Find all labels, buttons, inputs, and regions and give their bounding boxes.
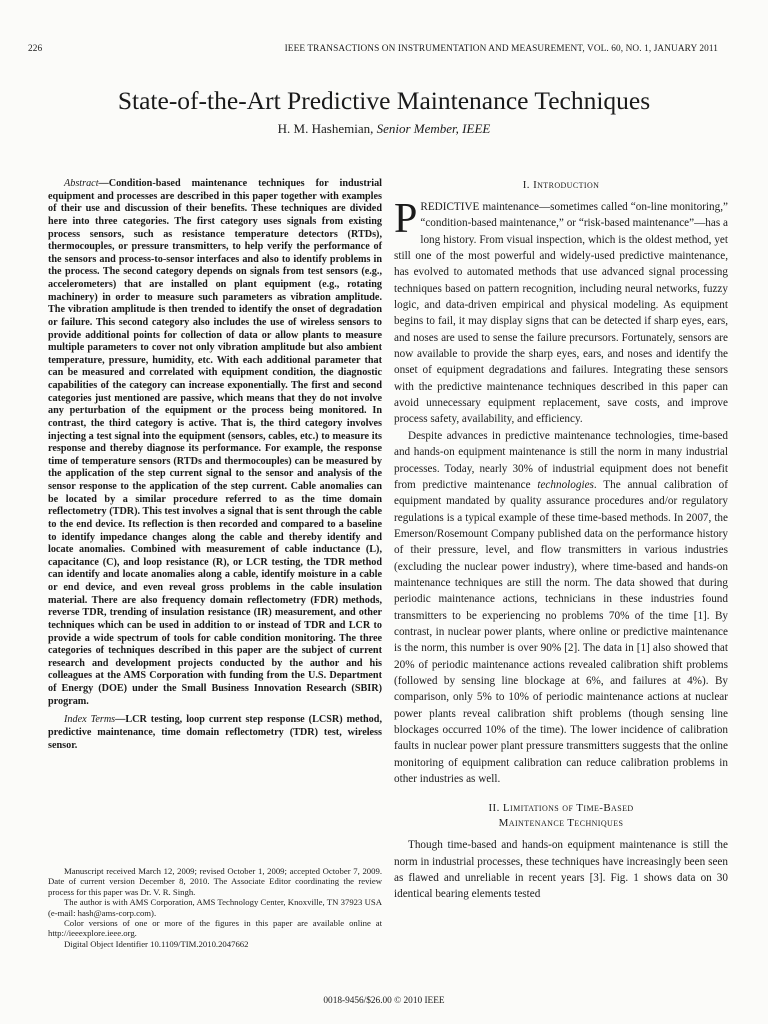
abstract: [48, 178, 382, 708]
intro-paragraph-2-text-b: . The annual calibration of equipment mandated by quality assurance procedures and/or regulatory regulations is a typical example of these time-based methods. In 2007, the Emerson/Rosemount Company published data on the performance history of their pressure, level, and flow transmitters in various industries (excluding the nuclear power industry), where time-based and hands-on maintenance techniques are still the norm. The data showed that during periodic maintenance actions, technicians in these industries found transmitters to be experiencing no problems 70% of the time [1]. By contrast, in nuclear power plants, where online or predictive maintenance is the norm, this number is over 90% [2]. The data in [1] also showed that 20% of periodic maintenance actions revealed calibration shift problems (followed by sensing line blockage at 6%, and failures at 4%). By comparison, only 5% to 10% of periodic maintenance actions at nuclear power plants reveal calibration shift problems (though sensing line blockages occurred 10% of the time). The lower incidence of calibration faults in nuclear power plant pressure transmitters suggests that the online monitoring of equipment calibration can reduce calibration problems in other industries as well.: [394, 478, 728, 786]
drop-cap: P: [394, 196, 418, 242]
limitations-paragraph-1: Though time-based and hands-on equipment maintenance is still the norm in industrial processes, these techniques have increasingly been seen as flawed and unreliable in recent years [3]. Fig. 1 shows data on 30 identical bearing elements tested: [394, 839, 728, 901]
footnotes: [48, 866, 382, 949]
section-heading-limitations: [394, 801, 728, 831]
page-number: 226: [28, 44, 43, 54]
right-column: [394, 178, 728, 903]
section-number: I.: [522, 179, 530, 191]
author-title: Senior Member, IEEE: [376, 121, 491, 136]
section-title-line1: Limitations of Time-Based: [502, 802, 634, 815]
section-number: II.: [488, 802, 500, 815]
running-header: [28, 44, 718, 54]
intro-paragraph-2-text-a: Despite advances in predictive maintenance technologies, time-based and hands-on equipment maintenance is still the norm in many industrial processes. Today, nearly 30% of industrial equipment does not benefit from predictive maintenance: [394, 429, 728, 491]
left-column: [48, 178, 382, 752]
index-terms-label: Index Terms: [64, 714, 116, 726]
index-terms-text: —LCR testing, loop current step response (LCSR) method, predictive maintenance, time domain reflectometry (TDR) test, wireless sensor.: [48, 714, 382, 751]
paper-title: State-of-the-Art Predictive Maintenance Techniques: [117, 86, 651, 115]
abstract-text: —Condition-based maintenance techniques for industrial equipment and processes are described in this paper together with examples of their use and discussion of their benefits. These techniques are divided here into three categories. The first category uses signals from existing process sensors, such as resistance temperature detectors (RTDs), thermocouples, or pressure transmitters, to help verify the performance of the sensors and process-to-sensor interfaces and also to identify problems in the process. The second category depends on signals from test sensors (e.g., accelerometers) that are installed on plant equipment (e.g., rotating machinery) in order to measure such parameters as vibration amplitude. The vibration amplitude is then trended to identify the onset of degradation or failure. This second category also includes the use of wireless sensors to provide additional points for collection of data or allow plants to measure multiple parameters to cover not only vibration amplitude but also ambient temperature, pressure, humidity, etc. With each additional parameter that can be measured and correlated with equipment condition, the diagnostic capabilities of the category can increase exponentially. The first and second categories just mentioned are passive, which means that they do not involve any perturbation of the equipment or the process being monitored. In contrast, the third category is active. That is, the third category involves injecting a test signal into the equipment (sensors, cables, etc.) to measure its response and thereby diagnose its performance. For example, the response time of temperature sensors (RTDs and thermocouples) can be measured by the application of the step current signal to the sensor and analysis of the sensor response to the application of the step current. Cable anomalies can be located by a similar procedure referred to as the time domain reflectometry (TDR). This test involves a signal that is sent through the cable to the end device. Its reflection is then recorded and compared to a baseline to identify impedance changes along the cable and thereby identify and locate anomalies. Combined with measurement of cable inductance (L), capacitance (C), and loop resistance (R), or LCR testing, the TDR method can identify and locate anomalies along a cable, identify moisture in a cable or end device, and even reveal gross problems in the cable insulation material. There are also frequency domain reflectometry (FDR) methods, reverse TDR, trending of insulation resistance (IR) measurement, and other techniques which can be used in addition to or instead of TDR and LCR to provide a wide spectrum of tools for cable condition monitoring. The three categories of techniques described in this paper are the subject of current research and development projects conducted by the author and his colleagues at the AMS Corporation with funding from the U.S. Department of Energy (DOE) under the Small Business Innovation Research (SBIR) program.: [48, 178, 382, 707]
author-line: [0, 121, 768, 137]
copyright-line: 0018-9456/$26.00 © 2010 IEEE: [323, 996, 445, 1006]
abstract-label: Abstract: [64, 178, 99, 189]
footnote-color: Color versions of one or more of the figures in this paper are available online at http://ieeexplore.ieee.org.: [48, 918, 382, 939]
footnote-manuscript: Manuscript received March 12, 2009; revised October 1, 2009; accepted October 7, 2009. Date of current version December 8, 2010. The Associate Editor coordinating the review process for this paper was Dr. V. R. Singh.: [48, 866, 382, 897]
section-title: Introduction: [533, 179, 600, 191]
intro-paragraph-1-text: REDICTIVE maintenance—sometimes called “on-line monitoring,” “condition-based maintenance,” or “risk-based maintenance”—has a long history. From visual inspection, which is the oldest method, yet still one of the most powerful and widely-used predictive maintenance, has evolved to automated methods that use advanced signal processing techniques based on pattern recognition, including neural networks, fuzzy logic, and data-driven empirical and physical modeling. As equipment begins to fail, it may display signs that can be detected if sharp eyes, ears, and noses are used to sense the failure precursors. Fortunately, sensors are now available to provide the sharp eyes, ears, and noses and identify the onset of equipment degradations and failures. Integrating these sensors with the predictive maintenance techniques described in this paper can avoid unnecessary equipment replacement, save costs, and improve process safety, availability, and efficiency.: [394, 201, 728, 426]
footnote-doi: Digital Object Identifier 10.1109/TIM.2010.2047662: [64, 938, 249, 949]
author-name: H. M. Hashemian,: [277, 121, 374, 136]
footnote-affiliation: The author is with AMS Corporation, AMS Technology Center, Knoxville, TN 37923 USA (e-mail: hash@ams-corp.com).: [48, 897, 382, 918]
intro-paragraph-2: [394, 428, 728, 788]
intro-paragraph-2-emphasis: technologies: [537, 478, 594, 491]
section-title-line2: Maintenance Techniques: [498, 817, 624, 830]
index-terms: [48, 714, 382, 752]
intro-paragraph-1: [394, 196, 728, 428]
section-heading-introduction: [394, 178, 728, 193]
journal-name: IEEE TRANSACTIONS ON INSTRUMENTATION AND MEASUREMENT, VOL. 60, NO. 1, JANUARY 2011: [284, 44, 718, 54]
